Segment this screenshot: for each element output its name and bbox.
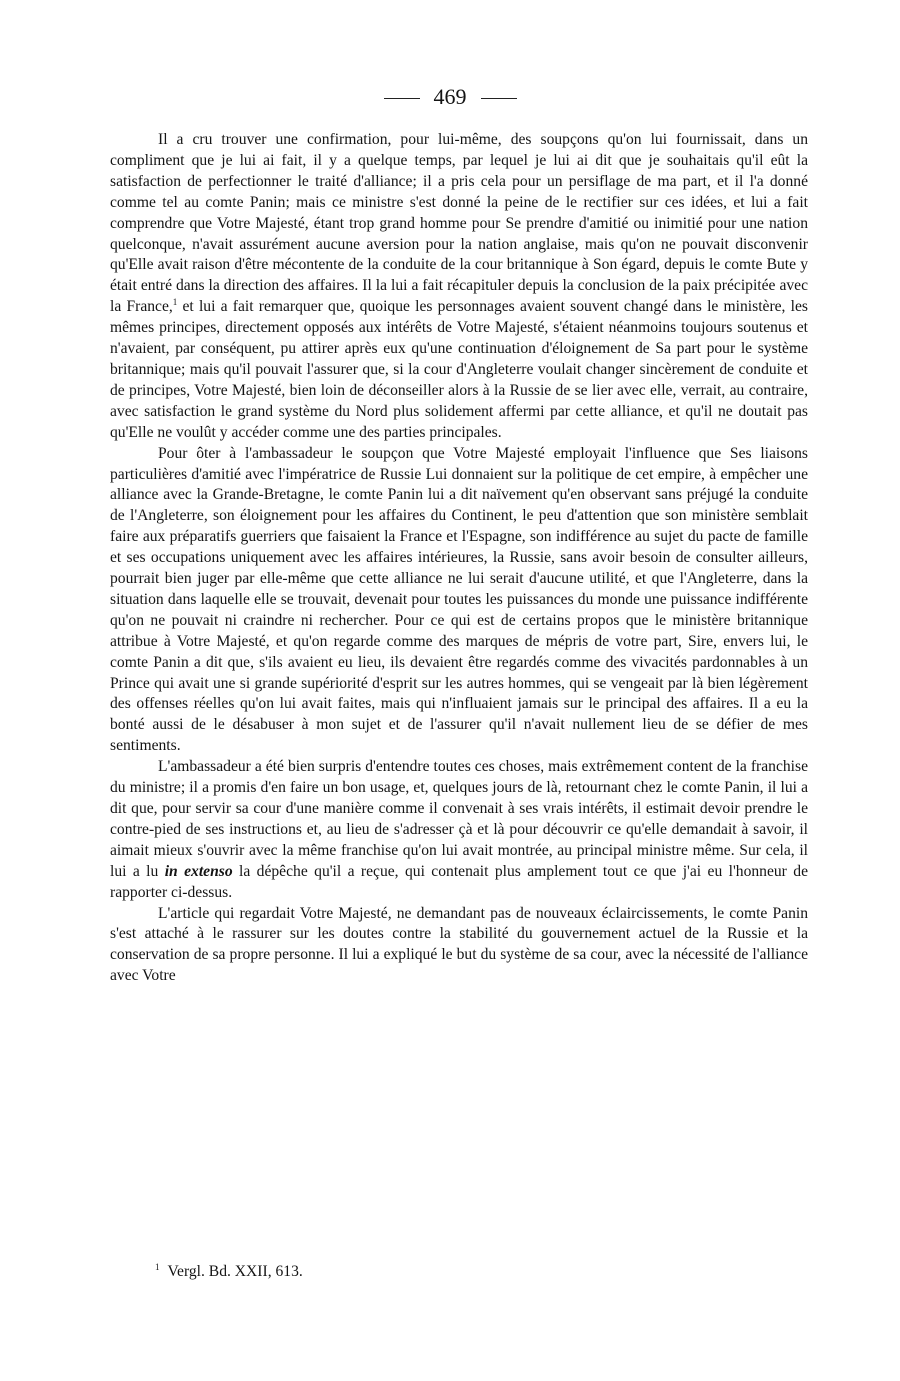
paragraph-4: L'article qui regardait Votre Majesté, ne demandant pas de nouveaux éclaircissements, le comte Panin s'est attaché à le rassurer sur les doutes contre la stabilité du gouvernement actuel de la Russie et la conservation de sa propre personne. Il lui a expliqué le but du système de sa cour, avec la nécessité de l'alliance avec Votre — [110, 904, 808, 985]
paragraph-3-part-a: L'ambassadeur a été bien surpris d'entendre toutes ces choses, mais extrêmement content de la franchise du ministre; il a promis d'en faire un bon usage, et, quelques jours de là, retournant chez le comte Panin, il lui a dit que, pour servir sa cour d'une manière comme il convenait à ses vrais intérêts, il estimait devoir prendre le contre-pied de ses instructions et, au lieu de s'adresser çà et là pour découvrir ce qu'elle demandait à savoir, il aimait mieux s'ouvrir avec la même franchise qu'on lui avait montrée, au principal ministre même. Sur cela, il lui a lu — [110, 758, 808, 880]
page-number: 469 — [433, 84, 467, 109]
paragraph-3 — [110, 757, 808, 903]
page-header — [0, 84, 900, 110]
header-rule-left — [384, 98, 420, 99]
header-rule-right — [481, 98, 517, 99]
footnote-text: Vergl. Bd. XXII, 613. — [167, 1263, 303, 1280]
paragraph-1-part-b: et lui a fait remarquer que, quoique les personnages avaient souvent changé dans le ministère, les mêmes principes, directement opposés aux intérêts de Votre Majesté, s'étaient néanmoins toujours soutenus et n'avaient, par conséquent, pu attirer après eux qu'une continuation d'éloignement de Sa part pour le système britannique; mais qu'il pouvait l'assurer que, si la cour d'Angleterre voulait changer sincèrement de conduite et de principes, Votre Majesté, bien loin de déconseiller alors à la Russie de se lier avec elle, verrait, au contraire, avec satisfaction le grand système du Nord plus solidement affermi par cette alliance, et qu'il ne doutait pas qu'Elle ne voulût y accéder comme une des parties principales. — [110, 298, 808, 441]
footnote-marker: 1 — [155, 1261, 160, 1272]
paragraph-1-part-a: Il a cru trouver une confirmation, pour lui-même, des soupçons qu'on lui fournissait, dans un compliment que je lui ai fait, il y a quelque temps, par lequel je lui ai dit que je souhaitais qu'il eût la satisfaction de perfectionner le traité d'alliance; il a pris cela pour un persiflage de ma part, et il l'a donné comme tel au comte Panin; mais ce ministre s'est donné la peine de le rectifier sur ces idées, et lui a fait comprendre que Votre Majesté, étant trop grand homme pour Se prendre d'amitié ou inimitié pour une nation quelconque, n'avait assurément aucune aversion pour la nation anglaise, mais qu'on ne pouvait disconvenir qu'Elle avait raison d'être mécontente de la conduite de la cour britannique à Son égard, depuis le comte Bute y était entré dans la direction des affaires. Il la lui a fait récapituler depuis la conclusion de la paix précipitée avec la France, — [110, 131, 808, 316]
footnote — [155, 1262, 303, 1282]
paragraph-3-part-b: la dépêche qu'il a reçue, qui contenait plus amplement tout ce que j'ai eu l'honneur de rapporter ci-dessus. — [110, 862, 808, 901]
paragraph-1 — [110, 130, 808, 444]
paragraph-2: Pour ôter à l'ambassadeur le soupçon que Votre Majesté employait l'influence que Ses liaisons particulières d'amitié avec l'impératrice de Russie Lui donnaient sur la politique de cet empire, à empêcher une alliance avec la Grande-Bretagne, le comte Panin lui a dit naïvement qu'en observant sans préjugé la conduite de l'Angleterre, son éloignement pour les affaires du Continent, le peu d'attention que son ministère semblait faire aux préparatifs guerriers que faisaient la France et l'Espagne, son indifférence au sujet du pacte de famille et ses occupations uniquement avec les affaires intérieures, la Russie, sans avoir besoin de consulter ailleurs, pourrait bien juger par elle-même que cette alliance ne lui serait d'aucune utilité, et que l'Angleterre, dans la situation dans laquelle elle se trouvait, devenait pour toutes les puissances du monde une puissance indifférente qu'on ne pouvait ni craindre ni rechercher. Pour ce qui est de certains propos que le ministère britannique attribue à Votre Majesté, et qu'on regarde comme des marques de mépris de votre part, Sire, envers lui, le comte Panin a dit que, s'ils avaient eu lieu, ils devaient être regardés comme des vivacités pardonnables à un Prince qui avait une si grande supériorité d'esprit sur les autres hommes, qui se vengeait par là bien légèrement des offenses réelles qu'on lui avait faites, mais qui n'influaient jamais sur le principal des affaires. Il a eu la bonté aussi de le désabuser à mon sujet et de l'assurer qu'il n'avait nullement lieu de se défier de mes sentiments. — [110, 444, 808, 755]
body-text — [110, 130, 808, 987]
footnote-reference: 1 — [172, 297, 178, 308]
paragraph-3-italic: in extenso — [164, 862, 233, 880]
